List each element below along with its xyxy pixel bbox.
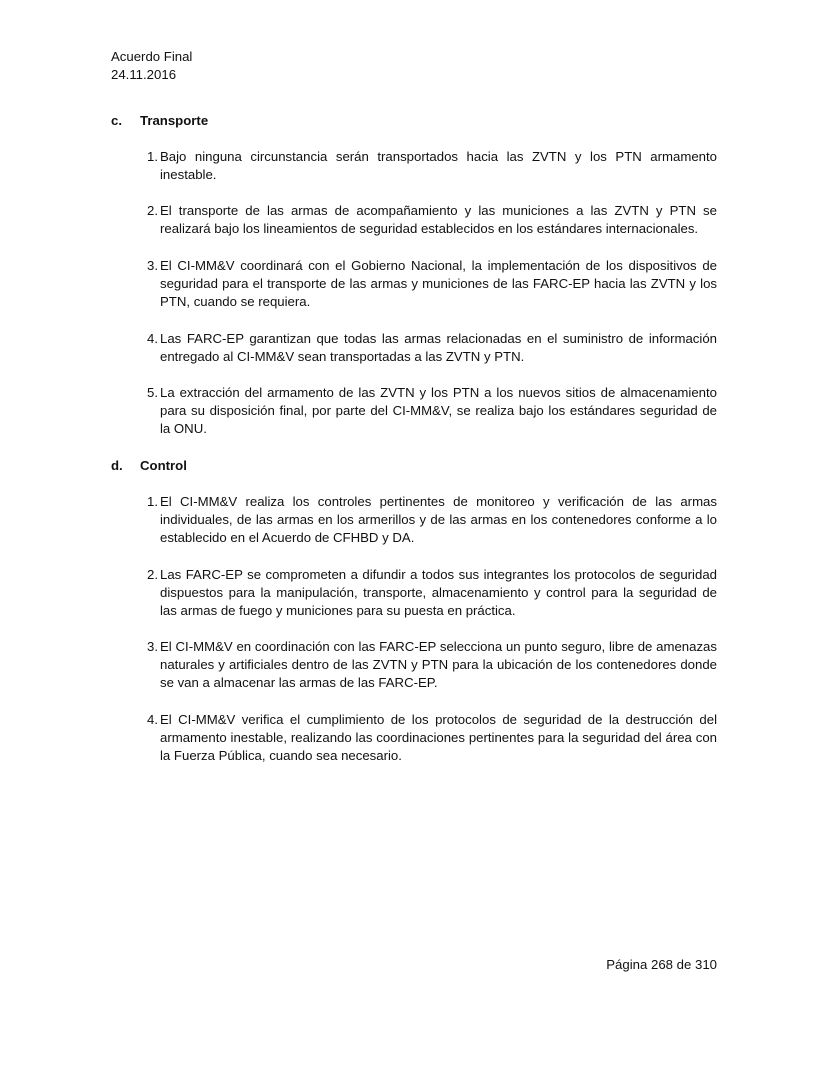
- list-item-number: 5.: [147, 385, 158, 400]
- list-item-text: El CI-MM&V coordinará con el Gobierno Nacional, la implementación de los dispositivos de seguridad para el transporte de las armas y municiones de las FARC-EP hacia las ZVTN y los PTN, cuando se requiera.: [160, 258, 717, 309]
- list-item-text: El CI-MM&V realiza los controles pertinentes de monitoreo y verificación de las armas individuales, de las armas en los armerillos y de las armas en los contenedores conforme a lo establecido en el Acuerdo de CFHBD y DA.: [160, 494, 717, 545]
- section-title: Control: [140, 458, 187, 473]
- list-item: [136, 202, 717, 238]
- list-item: [136, 711, 717, 765]
- document-title: Acuerdo Final: [111, 49, 193, 64]
- list-item-number: 2.: [147, 203, 158, 218]
- section-heading-control: [111, 457, 187, 475]
- list-item-number: 1.: [147, 149, 158, 164]
- section-heading-transporte: [111, 112, 208, 130]
- document-date: 24.11.2016: [111, 67, 177, 82]
- section-title: Transporte: [140, 113, 209, 128]
- list-item-number: 3.: [147, 258, 158, 273]
- list-item-number: 4.: [147, 331, 158, 346]
- list-item-number: 4.: [147, 712, 158, 727]
- list-item-text: El CI-MM&V en coordinación con las FARC-EP selecciona un punto seguro, libre de amenazas naturales y artificiales dentro de las ZVTN y PTN para la ubicación de los contenedores donde se van a almacenar las armas de las FARC-EP.: [160, 639, 717, 690]
- section-letter: c.: [111, 113, 122, 128]
- page-number: Página 268 de 310: [606, 957, 717, 972]
- list-item-text: La extracción del armamento de las ZVTN y los PTN a los nuevos sitios de almacenamiento para su disposición final, por parte del CI-MM&V, se realiza bajo los estándares seguridad de la ONU.: [160, 385, 717, 436]
- list-item-text: El CI-MM&V verifica el cumplimiento de los protocolos de seguridad de la destrucción del armamento inestable, realizando las coordinaciones pertinentes para la seguridad del área con la Fuerza Pública, cuando sea necesario.: [160, 712, 717, 763]
- list-item-number: 1.: [147, 494, 158, 509]
- list-item: [136, 330, 717, 366]
- list-item: [136, 384, 717, 438]
- list-item: [136, 566, 717, 620]
- list-item-text: Las FARC-EP se comprometen a difundir a todos sus integrantes los protocolos de seguridad dispuestos para la manipulación, transporte, almacenamiento y control para la seguridad de las armas de fuego y municiones para su puesta en práctica.: [160, 567, 717, 618]
- list-item: [136, 148, 717, 184]
- list-item-number: 3.: [147, 639, 158, 654]
- section-letter: d.: [111, 458, 123, 473]
- list-item: [136, 638, 717, 692]
- list-item-text: Bajo ninguna circunstancia serán transportados hacia las ZVTN y los PTN armamento inestable.: [160, 149, 717, 182]
- list-item-text: Las FARC-EP garantizan que todas las armas relacionadas en el suministro de información entregado al CI-MM&V sean transportadas a las ZVTN y PTN.: [160, 331, 717, 364]
- list-item: [136, 493, 717, 547]
- list-item: [136, 257, 717, 311]
- page-header: [111, 48, 192, 84]
- list-item-number: 2.: [147, 567, 158, 582]
- list-item-text: El transporte de las armas de acompañamiento y las municiones a las ZVTN y PTN se realizará bajo los lineamientos de seguridad establecidos en los estándares internacionales.: [160, 203, 717, 236]
